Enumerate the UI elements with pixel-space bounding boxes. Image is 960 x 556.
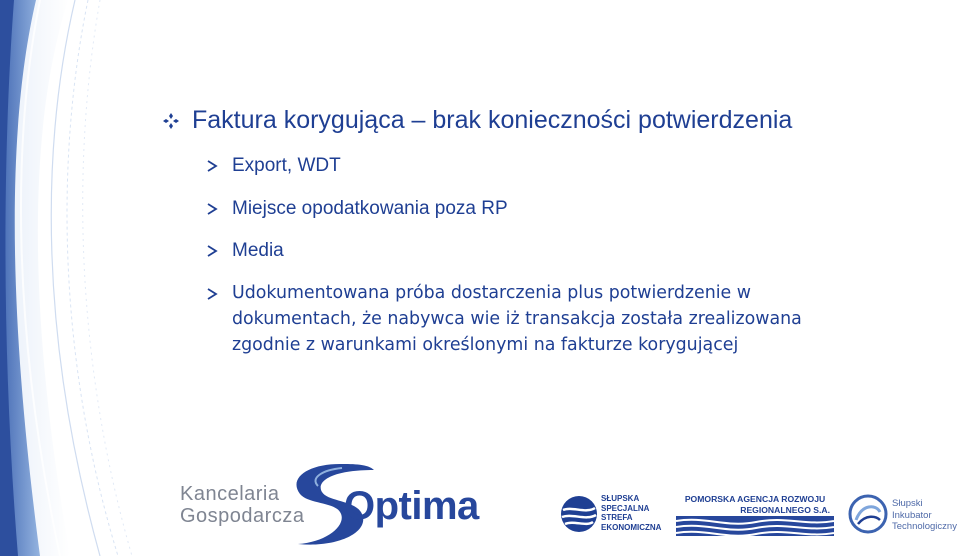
ssit-logo: [848, 492, 960, 540]
sub-bullet-text: Miejsce opodatkowania poza RP: [232, 198, 508, 219]
paragraph-line: zgodnie z warunkami określonymi na fakturze korygującej: [232, 335, 739, 355]
ssse-text: [601, 494, 661, 532]
kancelaria-optima-logo: [162, 458, 482, 548]
ssit-line: Słupski: [892, 498, 923, 509]
sub-bullet-paragraph: [232, 280, 802, 358]
arrow-bullet-icon: [206, 203, 218, 215]
sub-bullet-text: Export, WDT: [232, 155, 341, 176]
gospodarcza-text: Gospodarcza: [180, 505, 305, 527]
parr-text: [676, 494, 834, 516]
sub-bullet-media: [206, 240, 284, 262]
sub-bullet-export: [206, 155, 341, 177]
ssse-emblem-icon: [560, 494, 598, 534]
ssit-emblem-icon: [848, 494, 888, 534]
ssse-logo: [560, 492, 672, 536]
wave-stripes-icon: [676, 516, 834, 536]
ssit-line: Technologiczny: [892, 521, 957, 532]
four-diamond-bullet-icon: [162, 112, 180, 130]
arrow-bullet-icon: [206, 288, 218, 300]
sub-bullet-miejsce: [206, 198, 508, 220]
parr-logo: [676, 492, 834, 538]
paragraph-line: dokumentach, że nabywca wie iż transakcja została zrealizowana: [232, 309, 802, 329]
kancelaria-text: Kancelaria: [180, 483, 280, 505]
ssit-line: Inkubator: [892, 509, 932, 521]
optima-text: Optima: [344, 484, 479, 528]
main-bullet: [162, 106, 792, 135]
ssse-line: SŁUPSKA: [601, 494, 640, 503]
sub-bullet-text: Media: [232, 240, 284, 261]
arrow-bullet-icon: [206, 160, 218, 172]
ssse-line: SPECJALNA: [601, 503, 650, 513]
ssit-text: [892, 498, 957, 533]
main-bullet-text: Faktura korygująca – brak konieczności potwierdzenia: [192, 106, 793, 134]
paragraph-line: Udokumentowana próba dostarczenia plus potwierdzenie w: [232, 283, 752, 303]
arrow-bullet-icon: [206, 245, 218, 257]
ssse-line: STREFA: [601, 513, 633, 522]
parr-line: REGIONALNEGO S.A.: [740, 505, 830, 515]
ssse-line: EKONOMICZNA: [601, 522, 662, 532]
parr-line: POMORSKA AGENCJA ROZWOJU: [684, 494, 826, 504]
sub-bullet-udokumentowana: [206, 283, 802, 358]
